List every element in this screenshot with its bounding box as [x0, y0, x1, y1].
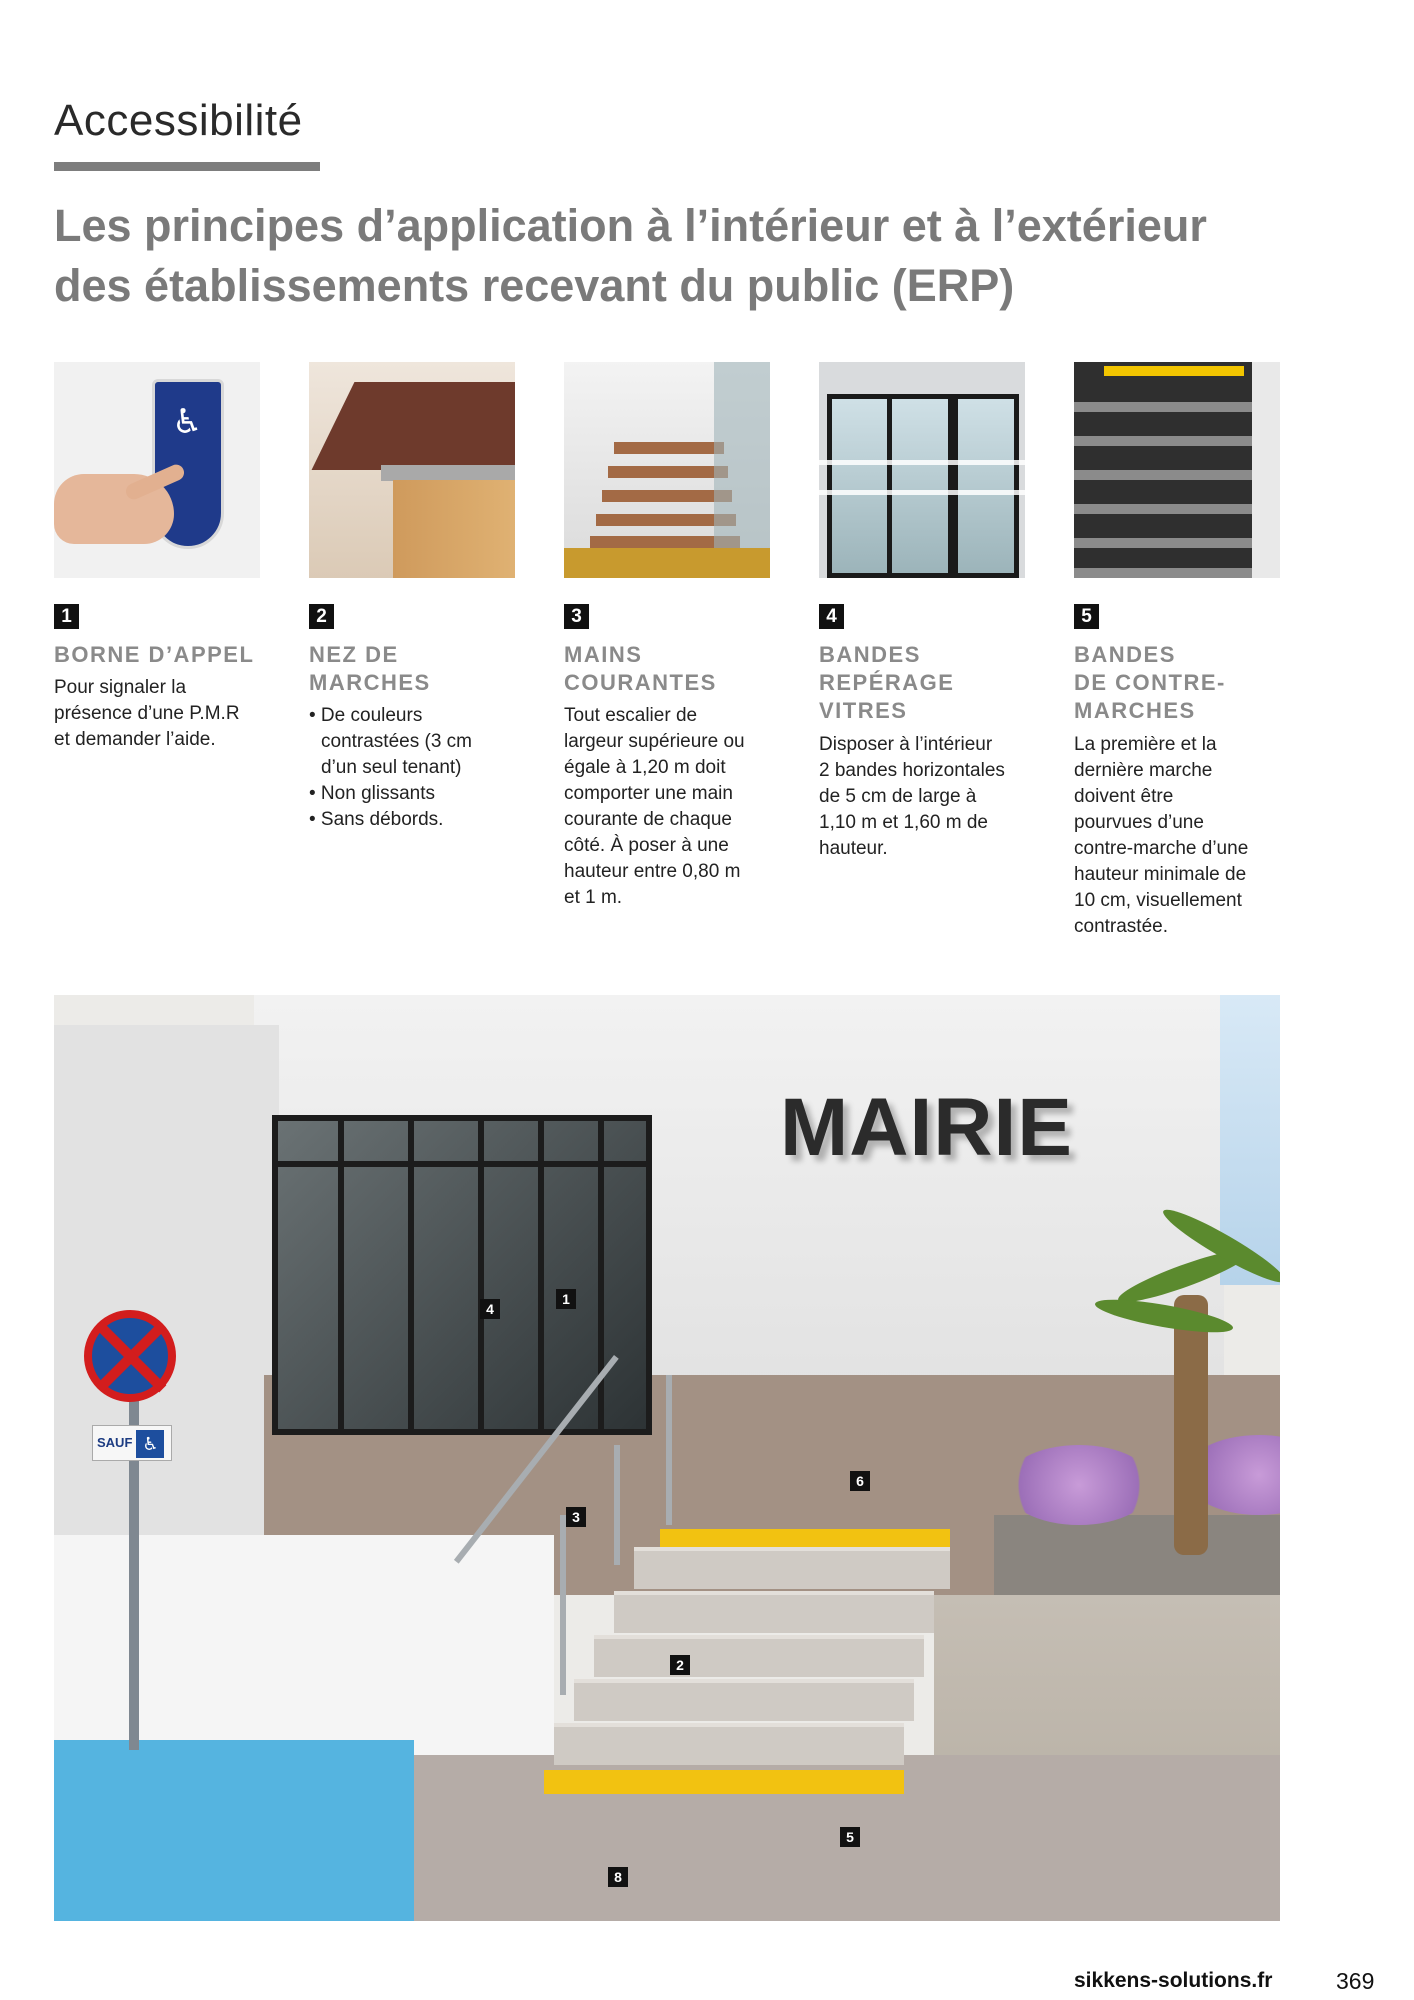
stair-step	[554, 1723, 904, 1765]
card-number: 4	[819, 604, 844, 629]
marker-4: 4	[480, 1299, 500, 1319]
card-title-line: BANDES	[1074, 642, 1176, 667]
card-number: 2	[309, 604, 334, 629]
section-title-rule	[54, 162, 320, 171]
card-body-line: présence d’une P.M.R	[54, 703, 240, 724]
marker-3: 3	[566, 1507, 586, 1527]
yellow-contrast-band	[544, 1770, 904, 1794]
card-nez-de-marches	[309, 362, 515, 830]
main-heading	[54, 196, 1354, 316]
card-body-line: • Non glissants	[309, 783, 435, 804]
card-title	[1074, 641, 1294, 725]
card-body-line: Tout escalier de	[564, 705, 698, 726]
card-body	[309, 703, 515, 833]
town-hall-illustration	[54, 995, 1280, 1921]
card-title-line: DE CONTRE-	[1074, 670, 1226, 695]
main-heading-line-1: Les principes d’application à l’intérieur et à l’extérieur	[54, 200, 1207, 251]
marker-8: 8	[608, 1867, 628, 1887]
card-title-line: BORNE D’APPEL	[54, 642, 255, 667]
stair-step	[594, 1635, 924, 1677]
lavender	[1004, 1445, 1154, 1525]
handrail-post	[614, 1445, 620, 1565]
card-body-line: Disposer à l’intérieur	[819, 734, 993, 755]
card-title-line: REPÉRAGE	[819, 670, 955, 695]
card-body	[54, 675, 260, 753]
card-body-line: hauteur.	[819, 838, 888, 859]
card-title-line: BANDES	[819, 642, 921, 667]
card-body	[564, 703, 770, 911]
card-bandes-reperage	[819, 362, 1025, 859]
card-body-line: pourvues d’une	[1074, 812, 1204, 833]
card-body-line: • De couleurs	[309, 705, 423, 726]
stair-step	[574, 1679, 914, 1721]
building-sign: MAIRIE	[780, 1082, 1073, 1173]
card-body-line: hauteur minimale de	[1074, 864, 1247, 885]
sign-plate-text: SAUF	[97, 1435, 133, 1450]
card-title	[819, 641, 1039, 725]
card-number: 5	[1074, 604, 1099, 629]
card-number: 3	[564, 604, 589, 629]
photo-dark-stairs	[1074, 362, 1280, 578]
card-body-line: 10 cm, visuellement	[1074, 890, 1242, 911]
card-body-line: côté. À poser à une	[564, 835, 729, 856]
handrail-post	[560, 1515, 566, 1695]
card-body-line: comporter une main	[564, 783, 733, 804]
photo-stair-nosing	[309, 362, 515, 578]
card-body-line: contrastées (3 cm	[321, 731, 472, 752]
handrail-post	[666, 1375, 672, 1525]
card-body	[819, 732, 1025, 862]
card-body-line: dernière marche	[1074, 760, 1213, 781]
main-heading-line-2: des établissements recevant du public (ERP)	[54, 260, 1015, 311]
stair-step	[614, 1591, 934, 1633]
card-title-line: NEZ DE	[309, 642, 399, 667]
card-body-line: largeur supérieure ou	[564, 731, 745, 752]
no-parking-sign	[84, 1310, 176, 1402]
card-body-line: courante de chaque	[564, 809, 732, 830]
card-body-line: et demander l’aide.	[54, 729, 216, 750]
card-title-line: MAINS	[564, 642, 643, 667]
photo-glass-doors	[819, 362, 1025, 578]
card-title-line: VITRES	[819, 698, 908, 723]
card-body-line: Pour signaler la	[54, 677, 187, 698]
stair-step	[634, 1547, 950, 1589]
card-mains-courantes	[564, 362, 770, 908]
card-body-line: hauteur entre 0,80 m	[564, 861, 741, 882]
card-body-line: contrastée.	[1074, 916, 1168, 937]
card-title-line: COURANTES	[564, 670, 717, 695]
card-body-line: doivent être	[1074, 786, 1174, 807]
blue-parking-area	[54, 1740, 414, 1921]
wheelchair-icon: ♿	[172, 403, 203, 441]
marker-2: 2	[670, 1655, 690, 1675]
section-title: Accessibilité	[54, 96, 303, 145]
photo-call-button	[54, 362, 260, 578]
card-title	[309, 641, 529, 697]
card-body-line: de 5 cm de large à	[819, 786, 977, 807]
yellow-contrast-band	[660, 1529, 950, 1547]
marker-5: 5	[840, 1827, 860, 1847]
photo-handrail-stairs	[564, 362, 770, 578]
page-number: 369	[1336, 1968, 1375, 1994]
sign-plate	[92, 1425, 172, 1461]
card-body-line: 2 bandes horizontales	[819, 760, 1005, 781]
website-link[interactable]: sikkens-solutions.fr	[1074, 1969, 1273, 1992]
card-title-line: MARCHES	[309, 670, 431, 695]
card-title	[564, 641, 784, 697]
card-body-line: • Sans débords.	[309, 809, 444, 830]
wheelchair-icon: ♿	[136, 1430, 164, 1458]
card-number: 1	[54, 604, 79, 629]
card-body-line: contre-marche d’une	[1074, 838, 1249, 859]
card-body-line: d’un seul tenant)	[321, 757, 462, 778]
card-title	[54, 641, 274, 669]
card-body-line: égale à 1,20 m doit	[564, 757, 726, 778]
palm-trunk	[1174, 1295, 1208, 1555]
card-body	[1074, 732, 1280, 940]
card-body-line: et 1 m.	[564, 887, 623, 908]
marker-1: 1	[556, 1289, 576, 1309]
card-bandes-contre-marches	[1074, 362, 1280, 937]
marker-6: 6	[850, 1471, 870, 1491]
card-body-line: 1,10 m et 1,60 m de	[819, 812, 988, 833]
card-body-line: La première et la	[1074, 734, 1217, 755]
card-title-line: MARCHES	[1074, 698, 1196, 723]
card-borne-appel	[54, 362, 260, 750]
